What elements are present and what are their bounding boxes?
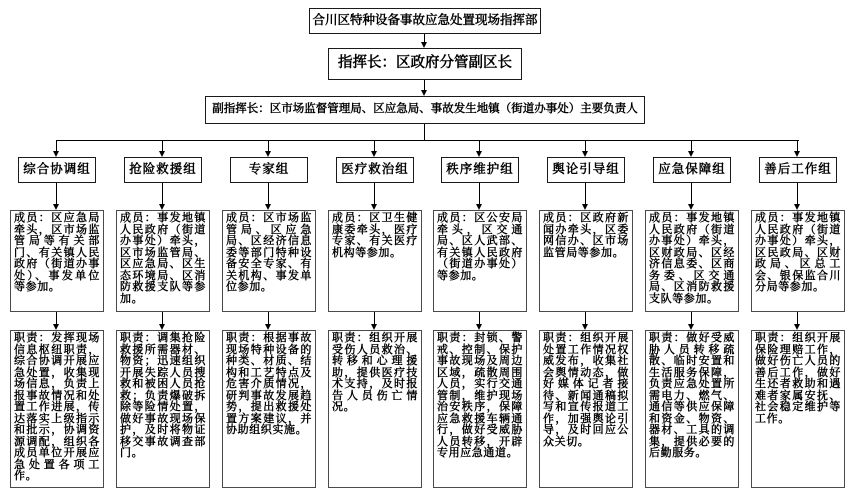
duties-box: 职责：调集抢险救援所需器材、物资；迅速组织开展失踪人员搜救和被困人员抢救；负责爆破拆除等险情处置，做好事故现场保护，及时将物证移交事故调查部门。 [116,330,210,488]
connector-line [691,140,692,151]
connector-line [162,183,163,204]
group-header: 善后工作组 [759,157,837,183]
connector-line [162,140,163,151]
group-column [4,140,110,488]
duties-box: 职责：组织开展受伤人员救治、转移和心理援助，提供医疗技术支持，及时报告人员伤亡情况。 [328,330,422,488]
connector-line [268,183,269,204]
group-header: 舆论引导组 [547,157,625,183]
connector-line [56,183,57,204]
connector-line [424,80,425,90]
group-column [745,140,850,488]
connector-line [424,34,425,42]
group-column [110,140,216,488]
members-box: 成员：区应急局牵头，区市场监管局等有关部门、有关镇人民政府（街道办事处）、事发单位等参加。 [10,210,104,312]
members-box: 成员：区市场监管局、区应急局、区经济信息委等部门特种设备安全专家、有关机构、事发单位参加。 [222,210,316,312]
group-column [533,140,639,488]
connector-line [374,140,375,151]
duties-box: 职责：做好受威胁人员转移疏散、临时安置和生活服务保障，负责应急处置所需电力、燃气、通信等供应保障和资金、物资、器材、工具的调集，提供必要的后勤服务。 [645,330,739,488]
group-header: 秩序维护组 [441,157,519,183]
group-header: 综合协调组 [18,157,96,183]
group-header: 应急保障组 [653,157,731,183]
duties-box: 职责：封锁、警戒、控制、保护事故现场及周边区域，疏散周围人员，实行交通管制，维护现场治安秩序，保障应急救援车辆通行，做好受威胁人员转移，开辟专用应急通道。 [433,330,527,488]
connector-line [374,183,375,204]
duties-box: 职责：组织开展处置工作情况权威发布，收集社会舆情动态，做好媒体记者接待、新闻通稿拟写和宣传报道工作，加强舆论引导，及时回应公众关切。 [539,330,633,488]
chart-title-box: 合川区特种设备事故应急处置现场指挥部 [309,8,541,34]
group-column [427,140,533,488]
connector-line [56,140,57,151]
group-header: 抢险救援组 [124,157,202,183]
connector-line [585,312,586,324]
members-box: 成员：事发地镇人民政府（街道办事处）牵头，区财政局、区经济信息委、区商务委、区交通局、区消防救援支队等参加。 [645,210,739,312]
connector-line [797,140,798,151]
connector-line [585,183,586,204]
commander-box: 指挥长：区政府分管副区长 [328,48,522,80]
connector-line [479,140,480,151]
group-header: 专家组 [230,157,308,183]
duties-box: 职责：组织开展保险理赔工作，做好伤亡人员的善后工作，做好生还者救助和遇难者家属安抚、社会稳定维护等工作。 [751,330,845,488]
connector-line [374,312,375,324]
members-box: 成员：事发地镇人民政府（街道办事处）牵头，区市场监管局、区应急局、区生态环境局、区消防救援支队等参加。 [116,210,210,312]
members-box: 成员：区政府新闻办牵头，区委网信办、区市场监管局等参加。 [539,210,633,312]
connector-line [268,140,269,151]
connector-line [424,124,425,140]
connector-line [797,183,798,204]
group-column [216,140,322,488]
group-column [639,140,745,488]
connector-line [56,312,57,324]
duties-box: 职责：根据事故现场特种设备的种类、材质、结构和工艺特点及危害介质情况，研判事故发展趋势，提出救援处置方案建议，并协助组织实施。 [222,330,316,488]
connector-line [162,312,163,324]
members-box: 成员：事发地镇人民政府（街道办事处）牵头，区民政局、区财政局、区总工会、银保监合川分局等参加。 [751,210,845,312]
members-box: 成员：区卫生健康委牵头，医疗专家、有关医疗机构等参加。 [328,210,422,312]
group-header: 医疗救治组 [336,157,414,183]
connector-line [797,312,798,324]
connector-line [479,312,480,324]
connector-line [691,312,692,324]
group-column [322,140,428,488]
connector-line [268,312,269,324]
members-box: 成员：区公安局牵头，区交通局、区人武部、有关镇人民政府（街道办事处）等参加。 [433,210,527,312]
deputy-commander-box: 副指挥长：区市场监督管理局、区应急局、事故发生地镇（街道办事处）主要负责人 [205,96,645,124]
connector-line [585,140,586,151]
connector-line [479,183,480,204]
connector-line [691,183,692,204]
duties-box: 职责：发挥现场信息枢纽职责，综合协调开展应急处置，收集现场信息，负责上报事故情况和处置工作进展，传达落实上级指示和批示，协调资源调配，组织各成员单位开展应急处置各项工作。 [10,330,104,488]
